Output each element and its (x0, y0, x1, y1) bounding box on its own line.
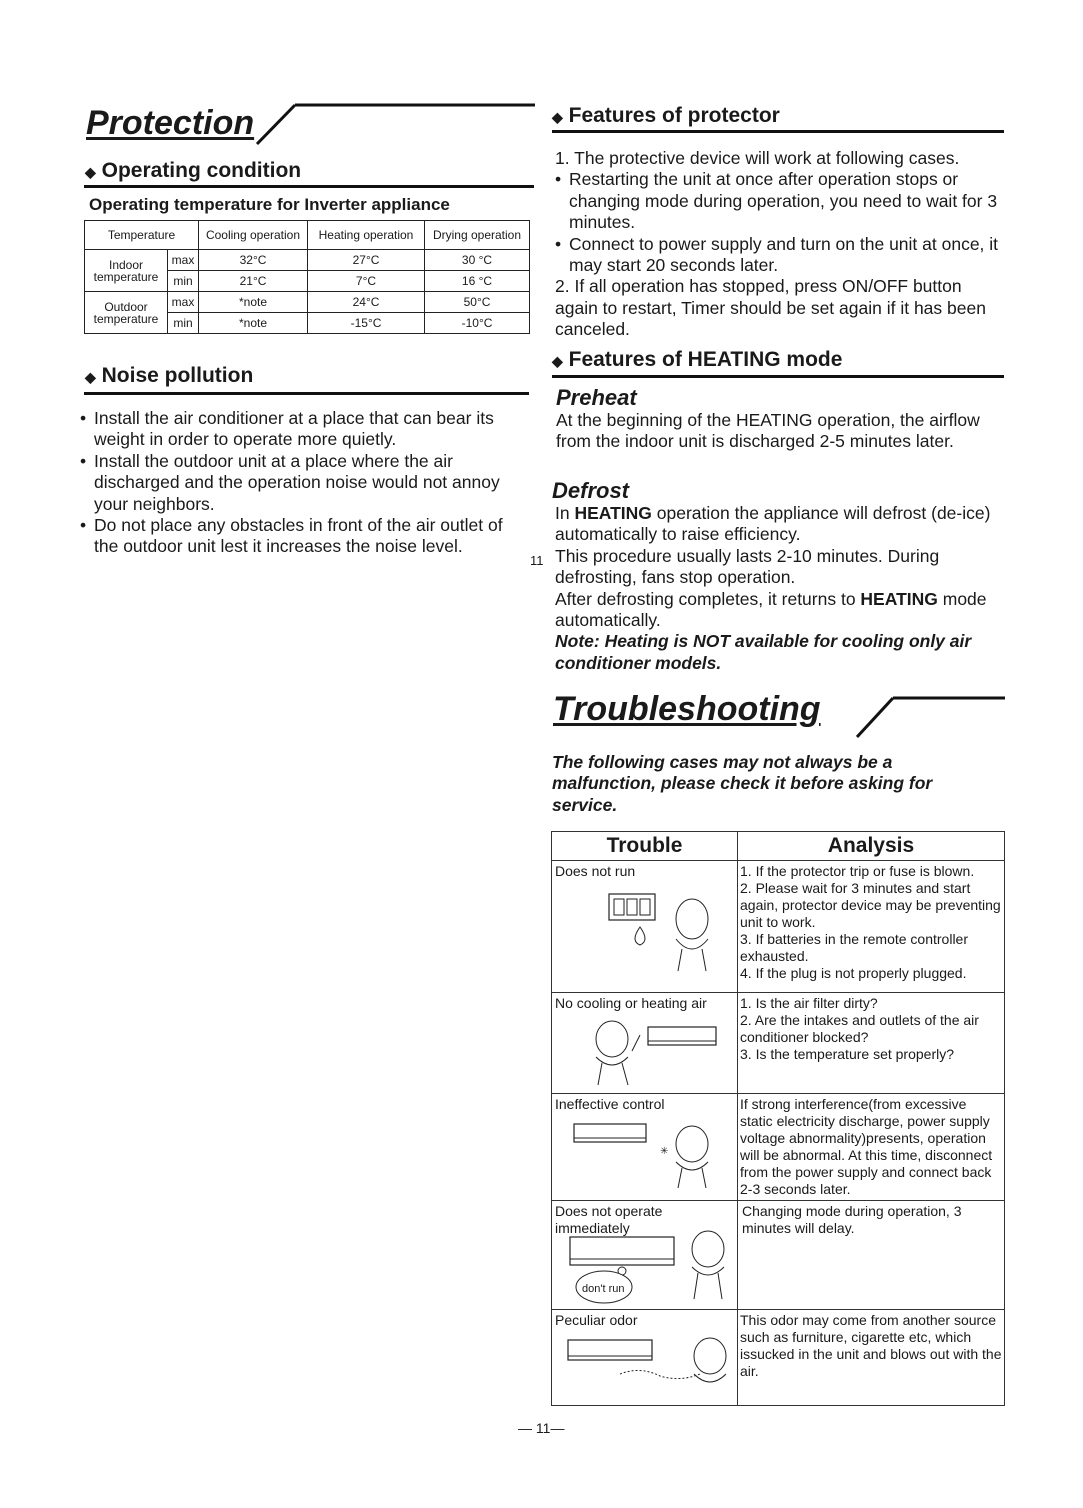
analysis-cell (738, 1201, 1005, 1310)
protection-title: Protection (86, 104, 255, 142)
value-cell: 16 °C (425, 271, 530, 292)
value-cell: 27°C (308, 250, 425, 271)
protector-intro: 1. The protective device will work at following cases. (555, 148, 960, 168)
trouble-cell (552, 993, 738, 1094)
analysis-line: 2. Are the intakes and outlets of the air conditioner blocked? (740, 1012, 979, 1045)
side-page-number: 11 (530, 553, 544, 568)
value-cell: *note (199, 292, 308, 313)
value-cell: 7°C (308, 271, 425, 292)
section-rule (552, 130, 1004, 133)
table-row (552, 993, 1005, 1094)
value-cell: 24°C (308, 292, 425, 313)
dont-run-bubble: don't run (582, 1283, 625, 1295)
analysis-line: 3. If batteries in the remote controller exhausted. (740, 931, 968, 964)
header-drying: Drying operation (425, 221, 530, 250)
col-analysis: Analysis (738, 832, 1005, 861)
trouble-label: Peculiar odor (555, 1312, 638, 1328)
trouble-label: Does not run (555, 863, 636, 879)
page-number: — 11— (518, 1420, 565, 1436)
value-cell: 30 °C (425, 250, 530, 271)
noise-item: • Install the air conditioner at a place that can bear its weight in order to operate more quietly. (80, 408, 530, 451)
noise-pollution-heading: ◆ Noise pollution (85, 364, 254, 387)
trouble-label: Ineffective control (555, 1096, 665, 1112)
limit-cell: max (168, 250, 199, 271)
analysis-line: Changing mode during operation, 3 minutes will delay. (742, 1203, 962, 1236)
col-trouble: Trouble (552, 832, 738, 861)
noise-list (80, 408, 530, 558)
peculiar-odor-illustration (560, 1334, 740, 1400)
defrost-p2: This procedure usually lasts 2-10 minutes. During defrosting, fans stop operation. (555, 545, 940, 588)
analysis-line: This odor may come from another source such as furniture, cigarette etc, which issucked in the unit and blows out with the air. (740, 1312, 1002, 1379)
trouble-cell (552, 1201, 738, 1310)
troubleshooting-intro: The following cases may not always be a malfunction, please check it before asking for service. (552, 752, 933, 815)
trouble-cell (552, 1094, 738, 1201)
analysis-cell (738, 861, 1005, 993)
header-heating: Heating operation (308, 221, 425, 250)
section-rule (84, 185, 534, 188)
defrost-p3: After defrosting completes, it returns to HEATING mode automatically. (555, 588, 987, 631)
analysis-cell (738, 993, 1005, 1094)
protector-bullet: • Restarting the unit at once after operation stops or changing mode during operation, you need to wait for 3 minutes. (555, 169, 1005, 233)
analysis-line: 2. Please wait for 3 minutes and start again, protector device may be preventing unit to work. (740, 880, 1001, 930)
limit-cell: min (168, 271, 199, 292)
operating-temperature-table (84, 220, 530, 334)
value-cell: 21°C (199, 271, 308, 292)
noise-item: • Install the outdoor unit at a place where the air discharged and the operation noise would not annoy your neighbors. (80, 451, 530, 515)
value-cell: -10°C (425, 313, 530, 334)
preheat-title: Preheat (556, 385, 637, 410)
defrost-p1: In HEATING operation the appliance will defrost (de-ice) automatically to raise efficiency. (555, 503, 991, 545)
features-protector-heading: ◆ Features of protector (552, 104, 780, 127)
noise-item: • Do not place any obstacles in front of the air outlet of the outdoor unit lest it increases the noise level. (80, 515, 530, 558)
title-slash-decoration (255, 102, 537, 146)
table-row (552, 1201, 1005, 1310)
limit-cell: min (168, 313, 199, 334)
trouble-label: Does not operate immediately (555, 1203, 663, 1236)
limit-cell: max (168, 292, 199, 313)
trouble-label: No cooling or heating air (555, 995, 707, 1011)
trouble-table (551, 831, 1005, 1406)
ineffective-control-illustration (570, 1120, 720, 1190)
title-slash-decoration (855, 695, 1007, 739)
analysis-line: 1. Is the air filter dirty? (740, 995, 878, 1011)
no-cooling-illustration (582, 1017, 722, 1087)
outdoor-label: Outdoor temperature (85, 292, 168, 334)
defrost-title: Defrost (552, 478, 630, 503)
diamond-bullet-icon: ◆ (552, 353, 563, 369)
protector-para2: 2. If all operation has stopped, press ON/OFF button again to restart, Timer should be set again if it has been canceled. (555, 276, 986, 340)
preheat-text: At the beginning of the HEATING operation, the airflow from the indoor unit is discharged 2-5 minutes later. (556, 410, 980, 452)
diamond-bullet-icon: ◆ (85, 164, 96, 180)
troubleshooting-title: Troubleshooting (553, 690, 821, 728)
diamond-bullet-icon: ◆ (552, 109, 563, 125)
operating-temperature-subheading: Operating temperature for Inverter appliance (89, 195, 450, 214)
header-temperature: Temperature (85, 221, 199, 250)
features-heating-heading: ◆ Features of HEATING mode (552, 348, 843, 371)
analysis-line: 4. If the plug is not properly plugged. (740, 965, 967, 981)
value-cell: 32°C (199, 250, 308, 271)
protector-bullet: • Connect to power supply and turn on the unit at once, it may start 20 seconds later. (555, 234, 1005, 277)
section-rule (552, 375, 1004, 378)
features-protector-body (555, 148, 1005, 341)
diamond-bullet-icon: ◆ (85, 369, 96, 385)
analysis-line: If strong interference(from excessive static electricity discharge, power supply voltage abnormality)presents, operation will be abnormal. At this time, disconnect from the power supply and connect back 2-3 seconds later. (740, 1096, 993, 1197)
section-rule (84, 392, 529, 395)
value-cell: 50°C (425, 292, 530, 313)
trouble-cell (552, 861, 738, 993)
analysis-line: 3. Is the temperature set properly? (740, 1046, 954, 1062)
table-row (552, 1094, 1005, 1201)
value-cell: -15°C (308, 313, 425, 334)
svg-text:✳: ✳ (660, 1146, 669, 1157)
analysis-cell (738, 1310, 1005, 1406)
heating-note: Note: Heating is NOT available for cooling only air conditioner models. (555, 631, 972, 673)
does-not-run-illustration (604, 889, 724, 979)
value-cell: *note (199, 313, 308, 334)
operating-condition-heading: ◆ Operating condition (85, 159, 302, 182)
indoor-label: Indoor temperature (85, 250, 168, 292)
analysis-cell (738, 1094, 1005, 1201)
analysis-line: 1. If the protector trip or fuse is blown. (740, 863, 975, 879)
header-cooling: Cooling operation (199, 221, 308, 250)
defrost-body (555, 503, 1005, 674)
trouble-cell (552, 1310, 738, 1406)
table-row (552, 861, 1005, 993)
table-row (552, 1310, 1005, 1406)
